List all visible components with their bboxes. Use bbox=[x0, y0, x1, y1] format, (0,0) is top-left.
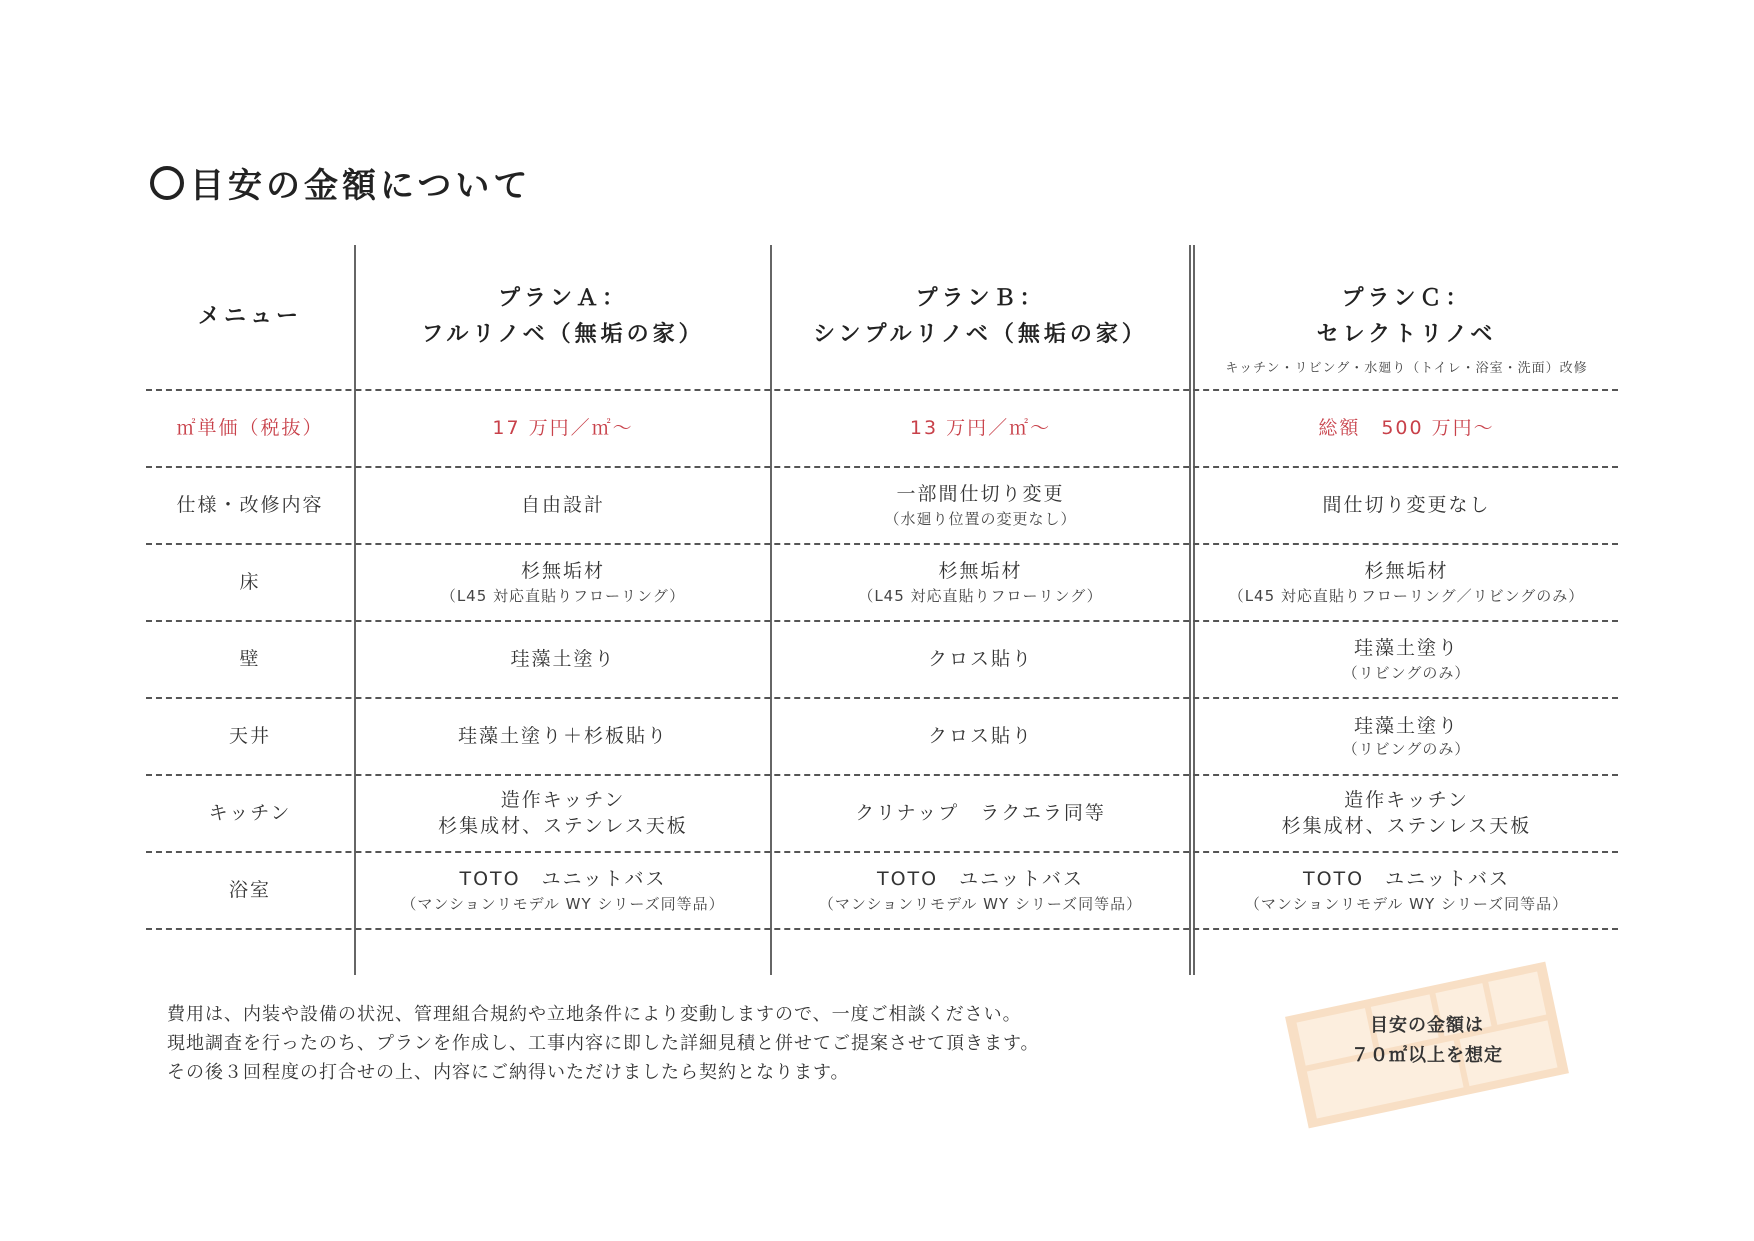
row-label: キッチン bbox=[208, 801, 292, 824]
pricing-table bbox=[146, 245, 1618, 975]
cell-main: 17 万円／㎡～ bbox=[492, 416, 634, 439]
cell-price-a bbox=[356, 391, 770, 466]
row-label-wall bbox=[146, 622, 354, 697]
cell-kitchen-a bbox=[356, 776, 770, 851]
cell-main: 杉無垢材 bbox=[1364, 559, 1449, 582]
cell-main: クロス貼り bbox=[927, 724, 1033, 747]
plan-b-title: シンプルリノベ（無垢の家） bbox=[813, 322, 1148, 347]
area-badge bbox=[1294, 1011, 1560, 1071]
cell-bath-b bbox=[772, 853, 1189, 928]
cell-main: 造作キッチン bbox=[500, 788, 626, 811]
plan-c-note: キッチン・リビング・水廻り（トイレ・浴室・洗面）改修 bbox=[1225, 360, 1588, 376]
page-title-text: 目安の金額について bbox=[190, 166, 532, 206]
cell-main: 珪藻土塗り＋杉板貼り bbox=[457, 724, 668, 747]
row-label: 床 bbox=[239, 570, 261, 593]
header-plan-b bbox=[772, 245, 1189, 389]
cell-main: 自由設計 bbox=[520, 493, 605, 516]
cell-wall-b bbox=[772, 622, 1189, 697]
cell-kitchen-b bbox=[772, 776, 1189, 851]
plan-b-name: プランＢ： bbox=[915, 285, 1046, 311]
cell-floor-b bbox=[772, 545, 1189, 620]
cell-sub: （水廻り位置の変更なし） bbox=[884, 510, 1077, 529]
cell-sub: （L45 対応直貼りフローリング） bbox=[858, 587, 1103, 606]
row-label-bath bbox=[146, 853, 354, 928]
row-label-ceiling bbox=[146, 699, 354, 774]
row-divider bbox=[146, 928, 1618, 930]
cell-main: 総額 500 万円～ bbox=[1318, 416, 1495, 439]
cell-main: クリナップ ラクエラ同等 bbox=[855, 801, 1106, 824]
cell-sub: （マンションリモデル WY シリーズ同等品） bbox=[818, 895, 1143, 914]
plan-a-title: フルリノベ（無垢の家） bbox=[421, 322, 705, 347]
cell-bath-a bbox=[356, 853, 770, 928]
plan-a-name: プランＡ： bbox=[497, 285, 628, 311]
cell-sub: （L45 対応直貼りフローリング） bbox=[440, 587, 686, 606]
cell-ceiling-a bbox=[356, 699, 770, 774]
cell-spec-b bbox=[772, 468, 1189, 543]
row-label: 浴室 bbox=[228, 878, 271, 901]
cell-kitchen-c bbox=[1195, 776, 1618, 851]
note-line: その後３回程度の打合せの上、内容にご納得いただけましたら契約となります。 bbox=[167, 1062, 850, 1083]
cell-ceiling-c bbox=[1195, 699, 1618, 774]
row-label: 壁 bbox=[239, 647, 261, 670]
row-label: ㎡単価（税抜） bbox=[176, 416, 324, 439]
cell-main: 珪藻土塗り bbox=[1353, 636, 1459, 659]
row-label-floor bbox=[146, 545, 354, 620]
cell-main: TOTO ユニットバス bbox=[459, 867, 667, 890]
cell-wall-a bbox=[356, 622, 770, 697]
badge-line: ７０㎡以上を想定 bbox=[1351, 1045, 1503, 1066]
row-label: 天井 bbox=[228, 724, 271, 747]
cell-main: 珪藻土塗り bbox=[510, 647, 616, 670]
cell-main: 一部間仕切り変更 bbox=[896, 482, 1065, 505]
cell-main: TOTO ユニットバス bbox=[1303, 867, 1510, 890]
cell-spec-a bbox=[356, 468, 770, 543]
note-line: 現地調査を行ったのち、プランを作成し、工事内容に即した詳細見積と併せてご提案させて頂きます。 bbox=[167, 1033, 1040, 1054]
header-plan-a bbox=[356, 245, 770, 389]
cell-price-c bbox=[1195, 391, 1618, 466]
cell-main: 13 万円／㎡～ bbox=[909, 416, 1052, 439]
header-menu-label: メニュー bbox=[197, 303, 302, 329]
cell-sub: （マンションリモデル WY シリーズ同等品） bbox=[401, 895, 725, 914]
cell-main: 杉無垢材 bbox=[520, 559, 605, 582]
cell-sub: （マンションリモデル WY シリーズ同等品） bbox=[1244, 895, 1569, 914]
cell-floor-c bbox=[1195, 545, 1618, 620]
row-label-price bbox=[146, 391, 354, 466]
cell-floor-a bbox=[356, 545, 770, 620]
row-label: 仕様・改修内容 bbox=[176, 493, 324, 516]
circle-icon bbox=[150, 166, 184, 200]
row-label-spec bbox=[146, 468, 354, 543]
cell-main-line2: 杉集成材、ステンレス天板 bbox=[1281, 814, 1532, 837]
cell-price-b bbox=[772, 391, 1189, 466]
cell-wall-c bbox=[1195, 622, 1618, 697]
header-plan-c bbox=[1195, 245, 1618, 389]
row-label-kitchen bbox=[146, 776, 354, 851]
cell-main: 珪藻土塗り bbox=[1353, 714, 1459, 737]
badge-line: 目安の金額は bbox=[1370, 1015, 1484, 1036]
cell-sub: （L45 対応直貼りフローリング／リビングのみ） bbox=[1228, 587, 1585, 606]
note-line: 費用は、内装や設備の状況、管理組合規約や立地条件により変動しますので、一度ご相談ください。 bbox=[167, 1004, 1022, 1025]
header-menu bbox=[146, 245, 354, 389]
cell-spec-c bbox=[1195, 468, 1618, 543]
cell-bath-c bbox=[1195, 853, 1618, 928]
cell-main: 造作キッチン bbox=[1344, 788, 1469, 811]
cell-main: 杉無垢材 bbox=[938, 559, 1023, 582]
plan-c-name: プランＣ： bbox=[1341, 285, 1472, 311]
page-title bbox=[150, 158, 531, 207]
cell-sub: （リビングのみ） bbox=[1342, 664, 1471, 683]
plan-c-title: セレクトリノベ bbox=[1316, 322, 1497, 348]
cell-main: クロス貼り bbox=[927, 647, 1033, 670]
cell-main: TOTO ユニットバス bbox=[877, 867, 1084, 890]
cell-sub: （リビングのみ） bbox=[1342, 740, 1471, 759]
notes bbox=[167, 1000, 1040, 1087]
cell-ceiling-b bbox=[772, 699, 1189, 774]
cell-main: 間仕切り変更なし bbox=[1322, 493, 1491, 516]
cell-main-line2: 杉集成材、ステンレス天板 bbox=[438, 814, 688, 837]
